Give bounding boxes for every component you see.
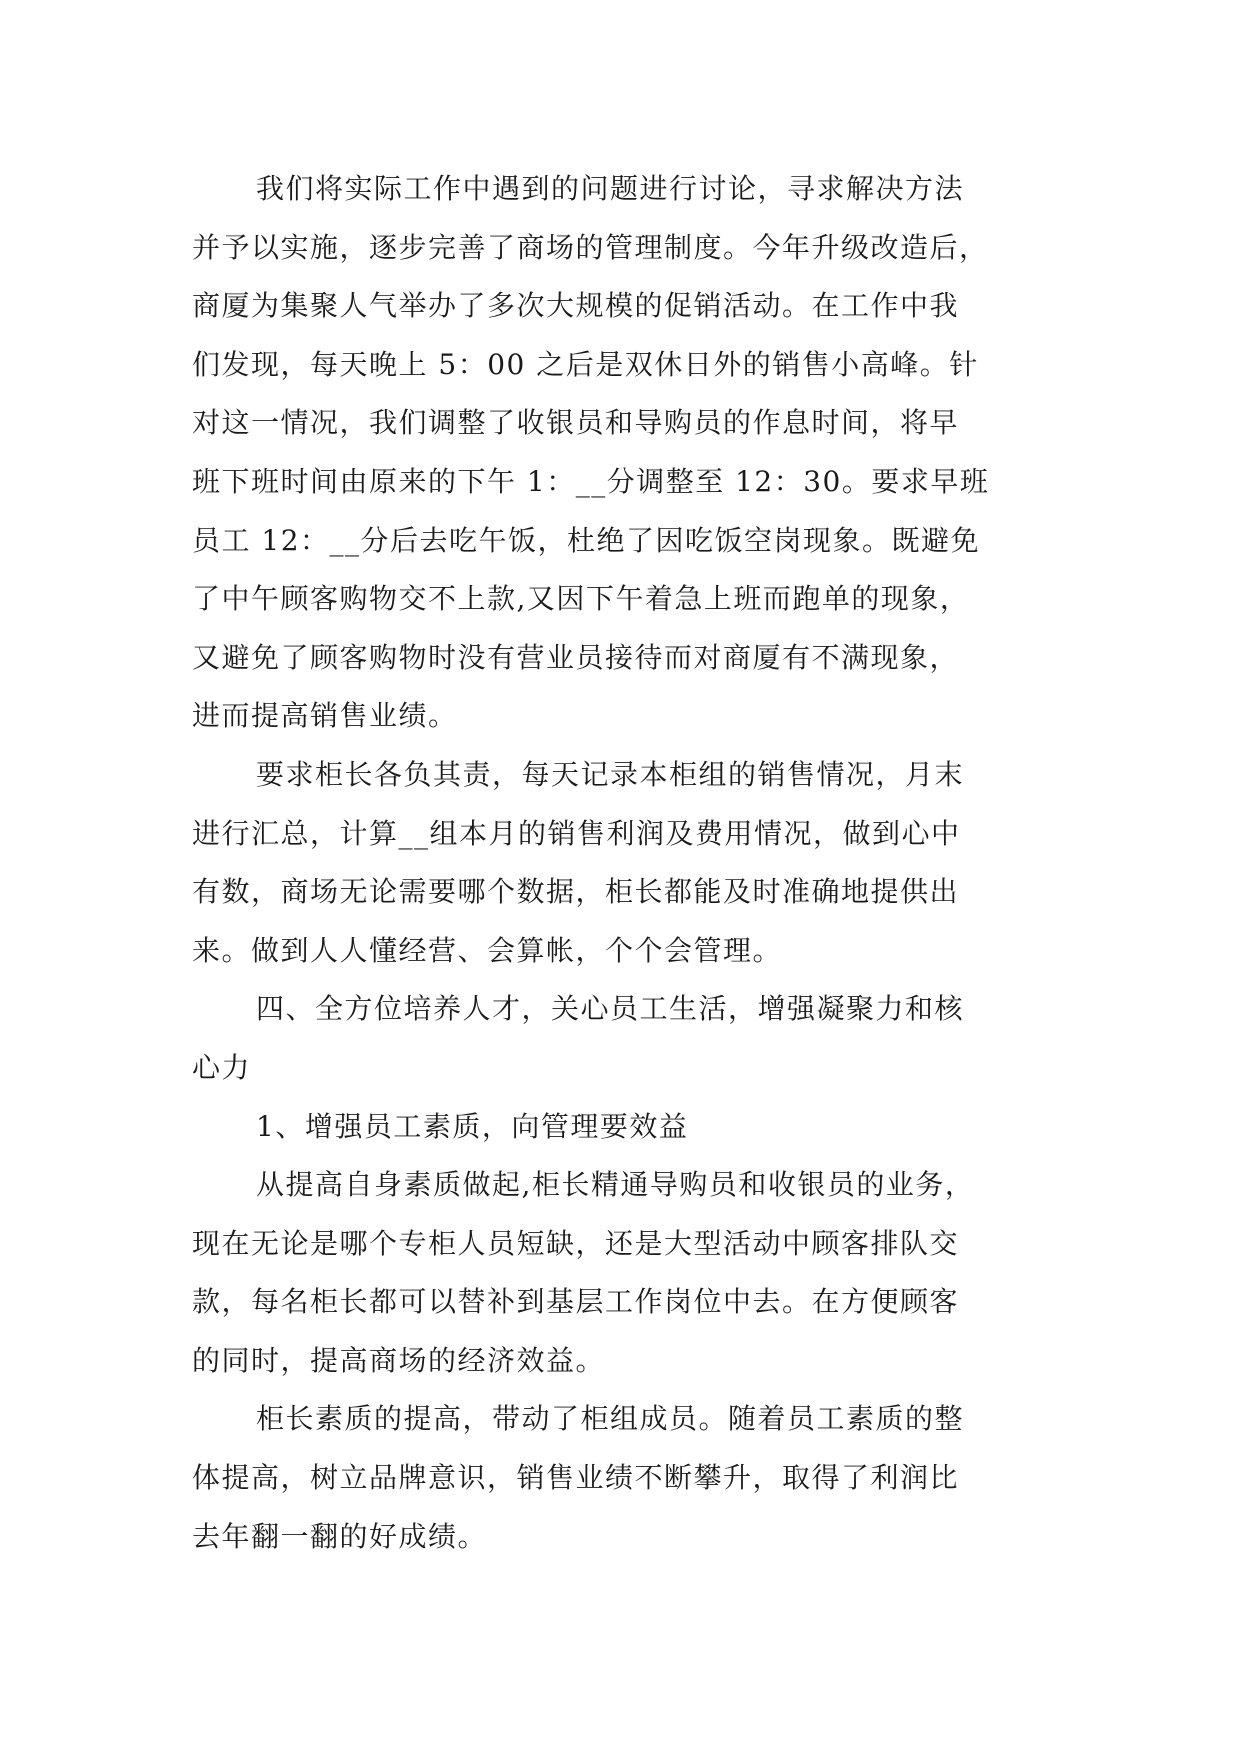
text-line: 去年翻一翻的好成绩。 bbox=[192, 1519, 488, 1553]
text-line: 款，每名柜长都可以替补到基层工作岗位中去。在方便顾客 bbox=[192, 1285, 960, 1319]
text-line: 有数，商场无论需要哪个数据，柜长都能及时准确地提供出 bbox=[192, 875, 960, 909]
paragraph-1 bbox=[192, 160, 1072, 746]
text-line: 心力 bbox=[192, 1050, 252, 1084]
text-line: 班下班时间由原来的下午 1：__分调整至 12：30。要求早班 bbox=[192, 464, 990, 498]
text-line: 商厦为集聚人气举办了多次大规模的促销活动。在工作中我 bbox=[192, 289, 960, 323]
text-line: 从提高自身素质做起,柜长精通导购员和收银员的业务， bbox=[256, 1168, 975, 1202]
document-body bbox=[192, 160, 1072, 1566]
text-line: 又避免了顾客购物时没有营业员接待而对商厦有不满现象， bbox=[192, 640, 960, 674]
text-line: 现在无论是哪个专柜人员短缺，还是大型活动中顾客排队交 bbox=[192, 1226, 960, 1260]
text-line: 1、增强员工素质，向管理要效益 bbox=[256, 1109, 689, 1143]
text-line: 要求柜长各负其责，每天记录本柜组的销售情况，月末 bbox=[256, 757, 965, 791]
text-line: 了中午顾客购物交不上款,又因下午着急上班而跑单的现象， bbox=[192, 582, 970, 616]
text-line: 们发现，每天晚上 5：00 之后是双休日外的销售小高峰。针 bbox=[192, 347, 979, 381]
text-line: 的同时，提高商场的经济效益。 bbox=[192, 1343, 606, 1377]
text-line: 我们将实际工作中遇到的问题进行讨论，寻求解决方法 bbox=[256, 172, 965, 205]
section-heading bbox=[192, 980, 1072, 1097]
text-line: 来。做到人人懂经营、会算帐，个个会管理。 bbox=[192, 933, 783, 967]
text-line: 员工 12：__分后去吃午饭，杜绝了因吃饭空岗现象。既避免 bbox=[192, 523, 981, 557]
text-line: 进行汇总，计算__组本月的销售利润及费用情况，做到心中 bbox=[192, 816, 961, 850]
text-line: 并予以实施，逐步完善了商场的管理制度。今年升级改造后， bbox=[192, 230, 989, 264]
subsection-heading bbox=[192, 1098, 1072, 1157]
text-line: 对这一情况，我们调整了收银员和导购员的作息时间，将早 bbox=[192, 406, 960, 440]
paragraph-4 bbox=[192, 1390, 1072, 1566]
paragraph-3 bbox=[192, 1156, 1072, 1390]
text-line: 进而提高销售业绩。 bbox=[192, 699, 458, 733]
text-line: 体提高，树立品牌意识，销售业绩不断攀升，取得了利润比 bbox=[192, 1461, 960, 1495]
text-line: 柜长素质的提高，带动了柜组成员。随着员工素质的整 bbox=[256, 1402, 965, 1436]
paragraph-2 bbox=[192, 746, 1072, 980]
text-line: 四、全方位培养人才，关心员工生活，增强凝聚力和核 bbox=[256, 992, 965, 1026]
